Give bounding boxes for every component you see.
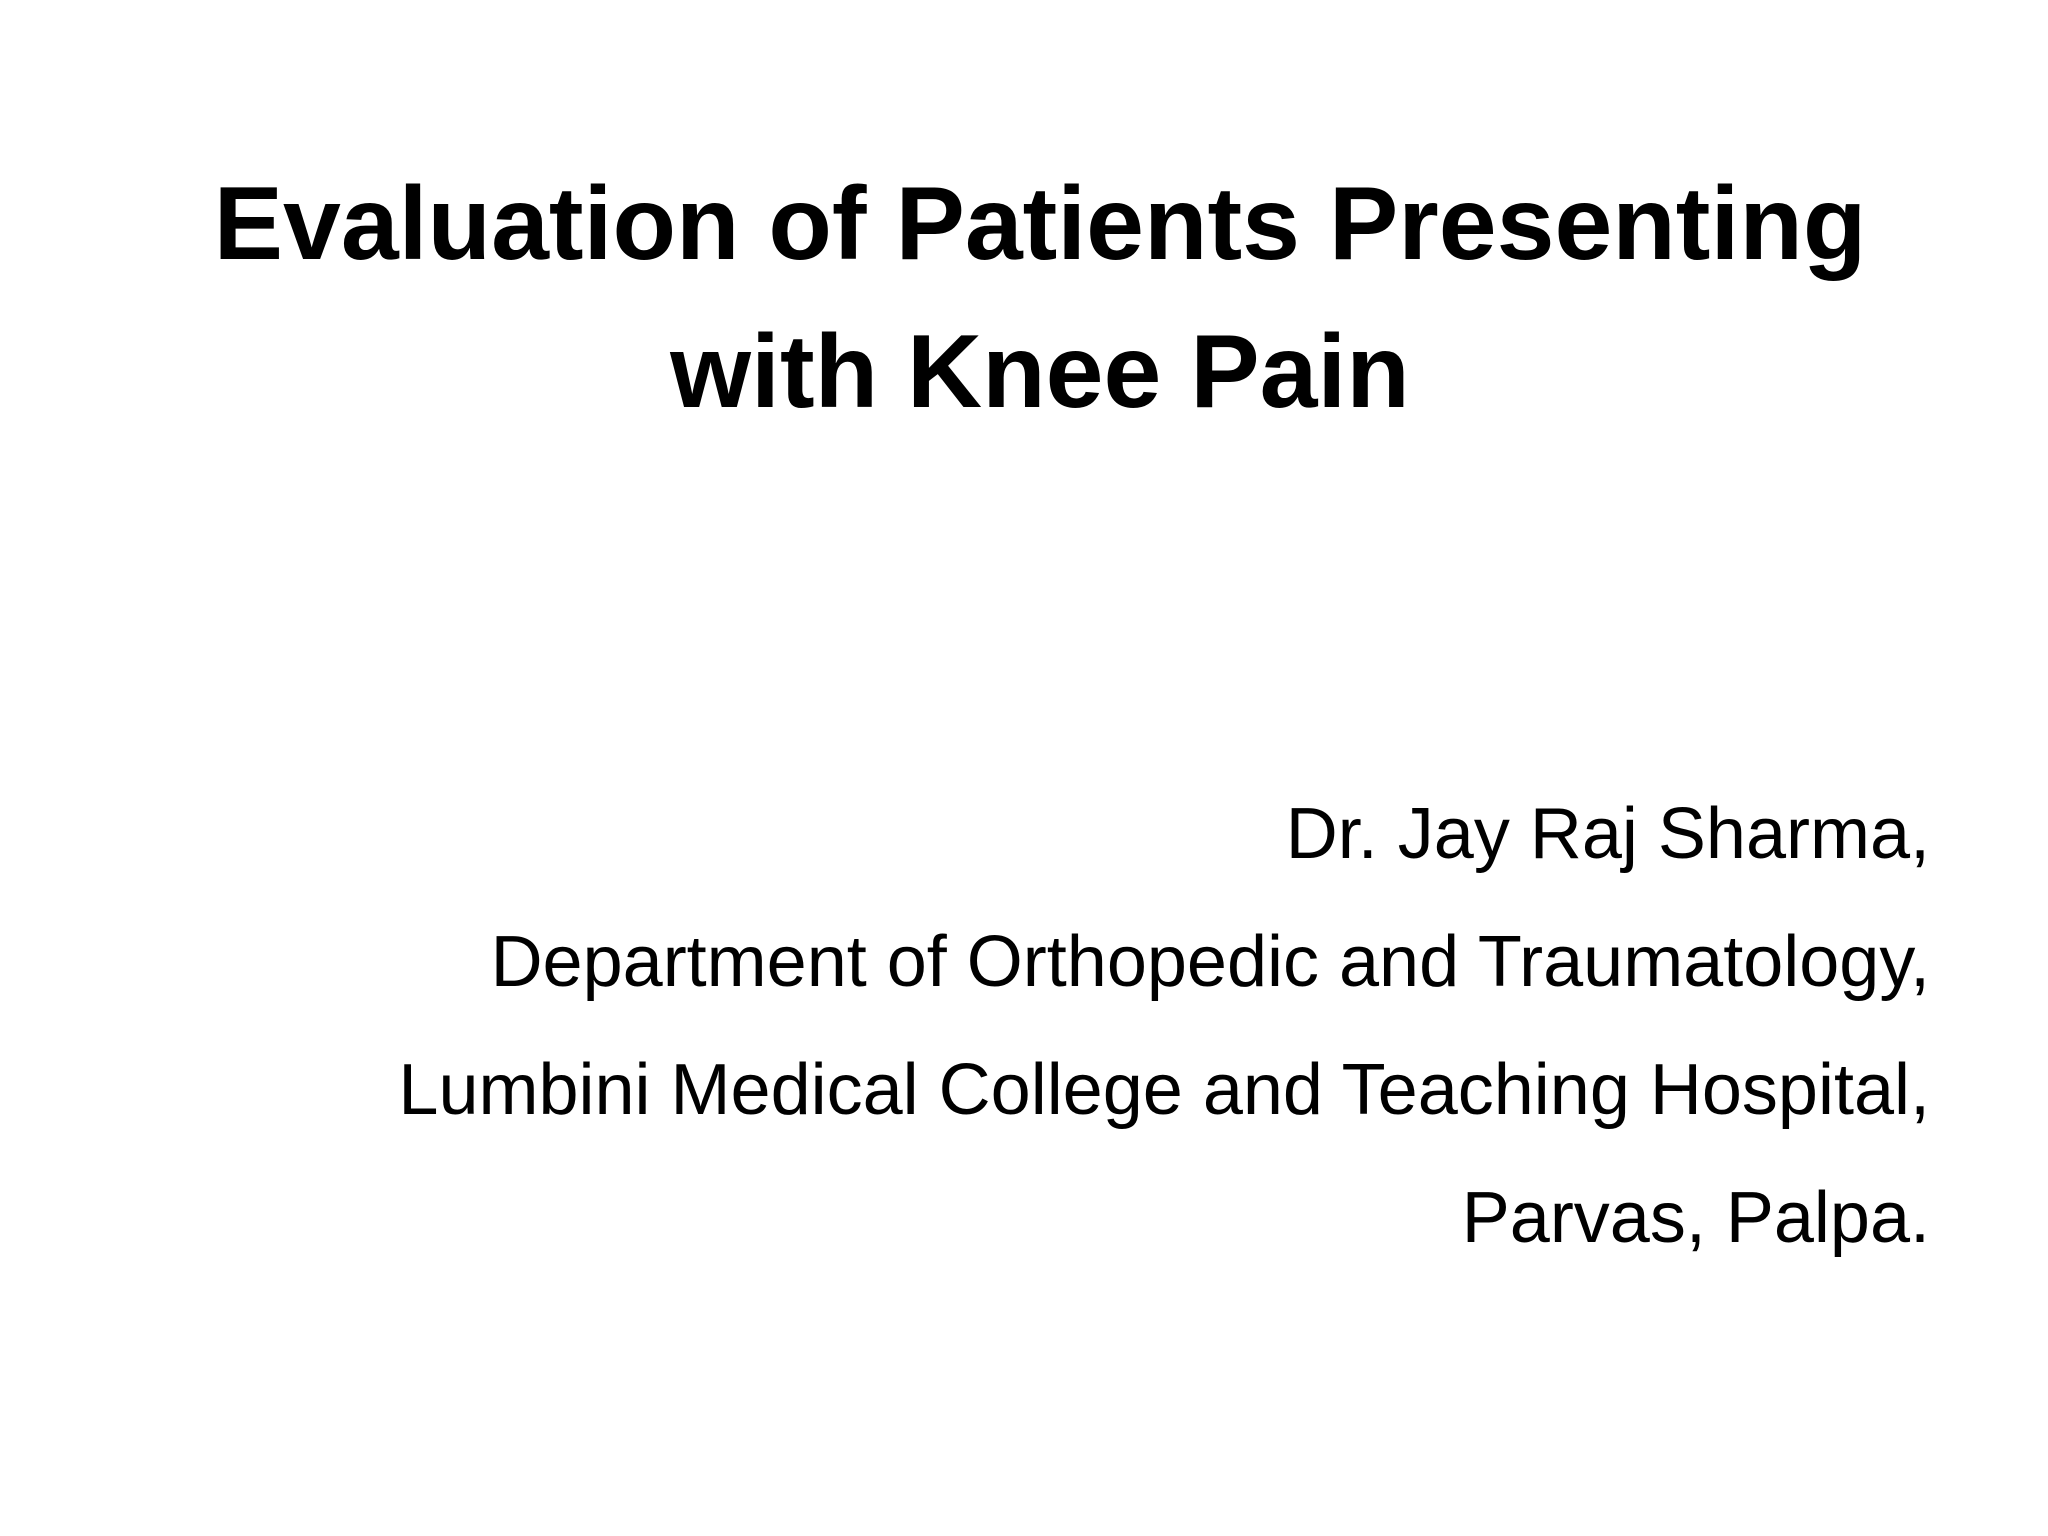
slide-title-line-2: with Knee Pain	[670, 314, 1410, 430]
author-name: Dr. Jay Raj Sharma,	[1285, 794, 1930, 874]
author-department: Department of Orthopedic and Traumatology,	[490, 922, 1930, 1002]
slide-title	[150, 150, 1930, 446]
slide-title-line-1: Evaluation of Patients Presenting	[213, 166, 1867, 282]
author-block	[130, 770, 1930, 1282]
author-location: Parvas, Palpa.	[1461, 1178, 1930, 1258]
author-institution: Lumbini Medical College and Teaching Hospital,	[398, 1050, 1930, 1130]
